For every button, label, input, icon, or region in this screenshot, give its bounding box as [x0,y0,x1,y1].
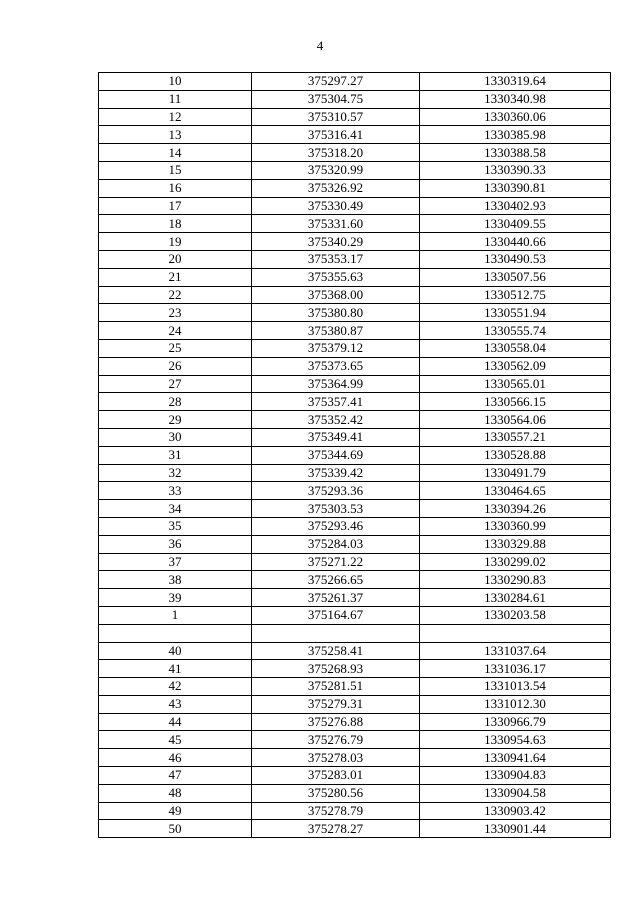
x-coordinate-cell: 375340.29 [252,233,420,251]
point-number-cell: 33 [99,482,252,500]
y-coordinate-cell: 1330388.58 [420,144,611,162]
x-coordinate-cell: 375344.69 [252,446,420,464]
x-coordinate-cell: 375380.80 [252,304,420,322]
x-coordinate-cell: 375368.00 [252,286,420,304]
y-coordinate-cell: 1330490.53 [420,250,611,268]
x-coordinate-cell: 375278.03 [252,749,420,767]
x-coordinate-cell: 375268.93 [252,660,420,678]
x-coordinate-cell: 375320.99 [252,161,420,179]
point-number-cell: 48 [99,784,252,802]
table-row [99,428,611,446]
table-row [99,767,611,785]
y-coordinate-cell: 1330903.42 [420,802,611,820]
point-number-cell: 17 [99,197,252,215]
table-row [99,215,611,233]
y-coordinate-cell: 1330290.83 [420,571,611,589]
point-number-cell: 18 [99,215,252,233]
point-number-cell: 47 [99,767,252,785]
table-row [99,713,611,731]
point-number-cell [99,624,252,642]
point-number-cell: 28 [99,393,252,411]
y-coordinate-cell: 1331012.30 [420,695,611,713]
x-coordinate-cell: 375304.75 [252,90,420,108]
y-coordinate-cell: 1330203.58 [420,606,611,624]
y-coordinate-cell: 1330491.79 [420,464,611,482]
y-coordinate-cell [420,624,611,642]
table-row [99,482,611,500]
point-number-cell: 29 [99,411,252,429]
table-row [99,286,611,304]
point-number-cell: 12 [99,108,252,126]
point-number-cell: 40 [99,642,252,660]
coordinates-table [98,72,611,838]
table-row [99,571,611,589]
y-coordinate-cell: 1330558.04 [420,339,611,357]
y-coordinate-cell: 1330360.06 [420,108,611,126]
x-coordinate-cell: 375326.92 [252,179,420,197]
x-coordinate-cell: 375281.51 [252,678,420,696]
table-row [99,322,611,340]
y-coordinate-cell: 1330507.56 [420,268,611,286]
y-coordinate-cell: 1330565.01 [420,375,611,393]
point-number-cell: 36 [99,535,252,553]
table-row [99,553,611,571]
y-coordinate-cell: 1330385.98 [420,126,611,144]
table-row [99,660,611,678]
table-row [99,357,611,375]
table-row [99,695,611,713]
x-coordinate-cell: 375293.36 [252,482,420,500]
x-coordinate-cell: 375164.67 [252,606,420,624]
point-number-cell: 11 [99,90,252,108]
x-coordinate-cell: 375293.46 [252,517,420,535]
table-row [99,73,611,91]
table-row [99,624,611,642]
table-row [99,126,611,144]
y-coordinate-cell: 1330390.33 [420,161,611,179]
y-coordinate-cell: 1330562.09 [420,357,611,375]
x-coordinate-cell: 375261.37 [252,589,420,607]
point-number-cell: 46 [99,749,252,767]
point-number-cell: 27 [99,375,252,393]
table-row [99,179,611,197]
point-number-cell: 16 [99,179,252,197]
table-row [99,393,611,411]
point-number-cell: 31 [99,446,252,464]
y-coordinate-cell: 1330409.55 [420,215,611,233]
y-coordinate-cell: 1331037.64 [420,642,611,660]
table-row [99,411,611,429]
table-row [99,90,611,108]
x-coordinate-cell: 375297.27 [252,73,420,91]
y-coordinate-cell: 1330566.15 [420,393,611,411]
table-row [99,606,611,624]
y-coordinate-cell: 1330329.88 [420,535,611,553]
y-coordinate-cell: 1330299.02 [420,553,611,571]
y-coordinate-cell: 1330319.64 [420,73,611,91]
table-row [99,161,611,179]
point-number-cell: 43 [99,695,252,713]
table-row [99,464,611,482]
table-row [99,197,611,215]
point-number-cell: 19 [99,233,252,251]
point-number-cell: 20 [99,250,252,268]
point-number-cell: 13 [99,126,252,144]
x-coordinate-cell: 375280.56 [252,784,420,802]
y-coordinate-cell: 1330440.66 [420,233,611,251]
x-coordinate-cell: 375339.42 [252,464,420,482]
point-number-cell: 50 [99,820,252,838]
point-number-cell: 23 [99,304,252,322]
x-coordinate-cell: 375355.63 [252,268,420,286]
table-row [99,339,611,357]
y-coordinate-cell: 1331036.17 [420,660,611,678]
x-coordinate-cell: 375284.03 [252,535,420,553]
point-number-cell: 38 [99,571,252,589]
x-coordinate-cell: 375258.41 [252,642,420,660]
y-coordinate-cell: 1330394.26 [420,500,611,518]
coordinates-table-body [99,73,611,838]
table-row [99,749,611,767]
table-row [99,108,611,126]
table-row [99,500,611,518]
x-coordinate-cell: 375278.27 [252,820,420,838]
y-coordinate-cell: 1330464.65 [420,482,611,500]
y-coordinate-cell: 1330941.64 [420,749,611,767]
x-coordinate-cell: 375352.42 [252,411,420,429]
y-coordinate-cell: 1330904.83 [420,767,611,785]
table-row [99,589,611,607]
page-number: 4 [316,38,324,53]
y-coordinate-cell: 1330564.06 [420,411,611,429]
point-number-cell: 41 [99,660,252,678]
table-row [99,446,611,464]
x-coordinate-cell: 375353.17 [252,250,420,268]
x-coordinate-cell: 375379.12 [252,339,420,357]
point-number-cell: 21 [99,268,252,286]
point-number-cell: 14 [99,144,252,162]
y-coordinate-cell: 1330528.88 [420,446,611,464]
point-number-cell: 34 [99,500,252,518]
table-row [99,678,611,696]
table-row [99,517,611,535]
point-number-cell: 39 [99,589,252,607]
x-coordinate-cell: 375283.01 [252,767,420,785]
x-coordinate-cell: 375278.79 [252,802,420,820]
x-coordinate-cell: 375266.65 [252,571,420,589]
point-number-cell: 25 [99,339,252,357]
x-coordinate-cell: 375303.53 [252,500,420,518]
x-coordinate-cell: 375357.41 [252,393,420,411]
x-coordinate-cell: 375373.65 [252,357,420,375]
table-row [99,802,611,820]
point-number-cell: 22 [99,286,252,304]
y-coordinate-cell: 1330360.99 [420,517,611,535]
point-number-cell: 44 [99,713,252,731]
table-row [99,304,611,322]
x-coordinate-cell: 375330.49 [252,197,420,215]
x-coordinate-cell: 375349.41 [252,428,420,446]
y-coordinate-cell: 1330551.94 [420,304,611,322]
x-coordinate-cell [252,624,420,642]
table-row [99,731,611,749]
table-row [99,233,611,251]
y-coordinate-cell: 1330512.75 [420,286,611,304]
x-coordinate-cell: 375271.22 [252,553,420,571]
y-coordinate-cell: 1330402.93 [420,197,611,215]
x-coordinate-cell: 375380.87 [252,322,420,340]
point-number-cell: 37 [99,553,252,571]
x-coordinate-cell: 375310.57 [252,108,420,126]
y-coordinate-cell: 1330901.44 [420,820,611,838]
point-number-cell: 49 [99,802,252,820]
table-row [99,375,611,393]
y-coordinate-cell: 1330340.98 [420,90,611,108]
y-coordinate-cell: 1331013.54 [420,678,611,696]
point-number-cell: 30 [99,428,252,446]
y-coordinate-cell: 1330390.81 [420,179,611,197]
point-number-cell: 10 [99,73,252,91]
table-row [99,820,611,838]
y-coordinate-cell: 1330966.79 [420,713,611,731]
y-coordinate-cell: 1330555.74 [420,322,611,340]
point-number-cell: 15 [99,161,252,179]
point-number-cell: 42 [99,678,252,696]
table-row [99,535,611,553]
x-coordinate-cell: 375279.31 [252,695,420,713]
table-row [99,642,611,660]
point-number-cell: 45 [99,731,252,749]
x-coordinate-cell: 375364.99 [252,375,420,393]
point-number-cell: 1 [99,606,252,624]
x-coordinate-cell: 375316.41 [252,126,420,144]
table-row [99,144,611,162]
y-coordinate-cell: 1330557.21 [420,428,611,446]
y-coordinate-cell: 1330954.63 [420,731,611,749]
point-number-cell: 32 [99,464,252,482]
y-coordinate-cell: 1330284.61 [420,589,611,607]
point-number-cell: 24 [99,322,252,340]
point-number-cell: 35 [99,517,252,535]
table-row [99,268,611,286]
x-coordinate-cell: 375276.79 [252,731,420,749]
table-row [99,250,611,268]
y-coordinate-cell: 1330904.58 [420,784,611,802]
table-row [99,784,611,802]
x-coordinate-cell: 375318.20 [252,144,420,162]
x-coordinate-cell: 375331.60 [252,215,420,233]
point-number-cell: 26 [99,357,252,375]
x-coordinate-cell: 375276.88 [252,713,420,731]
